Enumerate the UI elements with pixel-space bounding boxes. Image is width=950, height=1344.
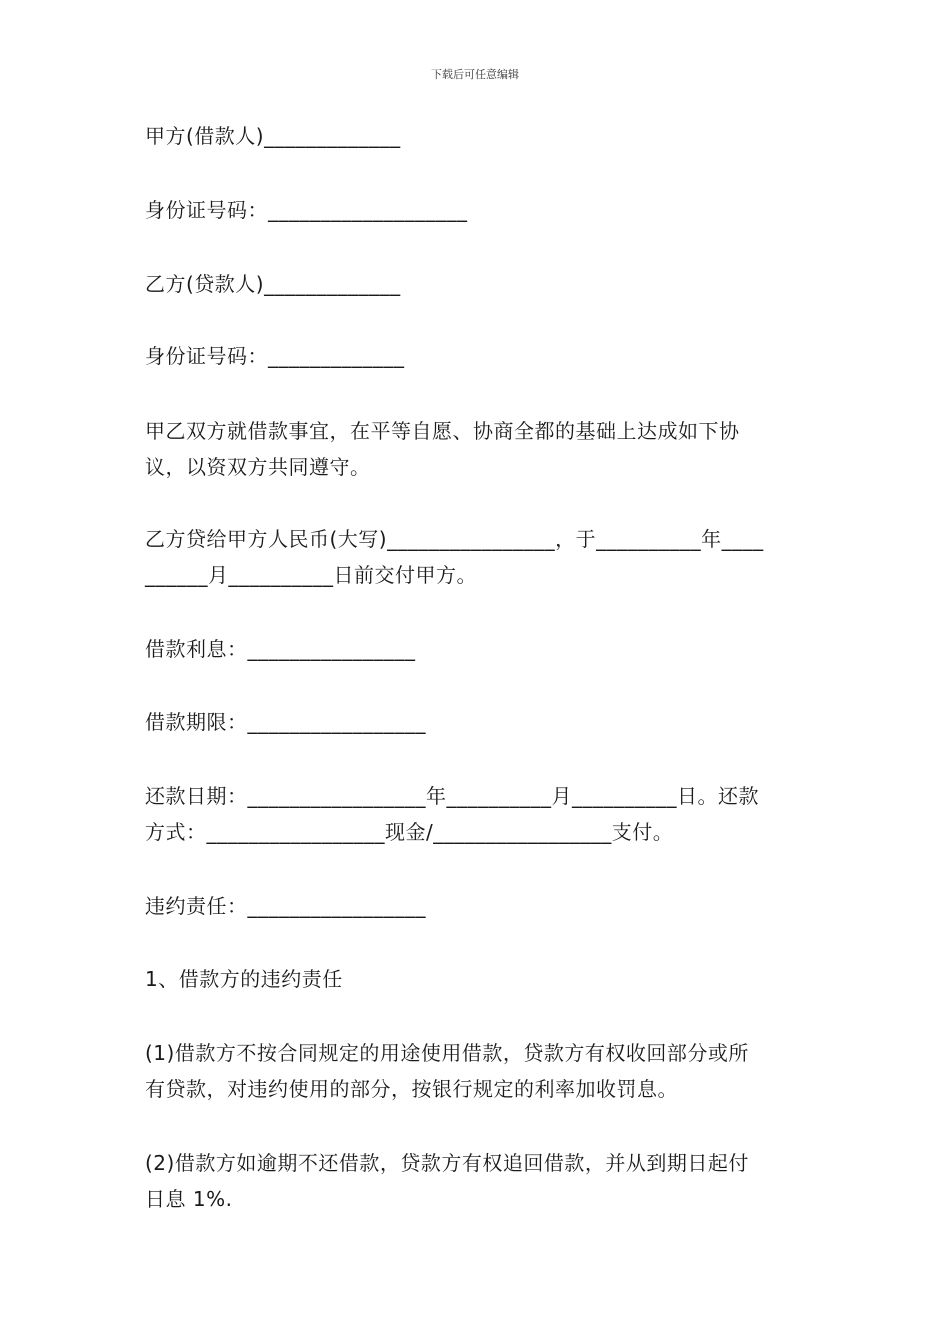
intro-paragraph-line-2: 议，以资双方共同遵守。	[145, 455, 371, 479]
loan-amount-line-2: ______月__________日前交付甲方。	[145, 563, 477, 587]
repayment-line-1: 还款日期：_________________年__________月__________日。还款	[145, 784, 759, 808]
term-line: 借款期限：_________________	[145, 710, 426, 734]
party-a-line: 甲方(借款人)_____________	[145, 124, 401, 148]
interest-line: 借款利息：________________	[145, 637, 416, 661]
item-1-line-1: (1)借款方不按合同规定的用途使用借款，贷款方有权收回部分或所	[145, 1041, 749, 1065]
intro-paragraph-line-1: 甲乙双方就借款事宜，在平等自愿、协商全都的基础上达成如下协	[145, 419, 740, 443]
repayment-line-2: 方式：_________________现金/_________________支付。	[145, 820, 674, 844]
page-header: 下载后可任意编辑	[431, 68, 519, 81]
item-2-line-1: (2)借款方如逾期不还借款，贷款方有权追回借款，并从到期日起付	[145, 1151, 749, 1175]
party-b-id-line: 身份证号码：_____________	[145, 344, 405, 368]
loan-amount-line-1: 乙方贷给甲方人民币(大写)________________，于__________年____	[145, 527, 764, 551]
liability-line: 违约责任：_________________	[145, 894, 426, 918]
item-1-line-2: 有贷款，对违约使用的部分，按银行规定的利率加收罚息。	[145, 1077, 678, 1101]
section-1-title: 1、借款方的违约责任	[145, 967, 343, 991]
party-a-id-line: 身份证号码：___________________	[145, 198, 468, 222]
item-2-line-2: 日息 1%.	[145, 1187, 233, 1211]
party-b-line: 乙方(贷款人)_____________	[145, 272, 401, 296]
